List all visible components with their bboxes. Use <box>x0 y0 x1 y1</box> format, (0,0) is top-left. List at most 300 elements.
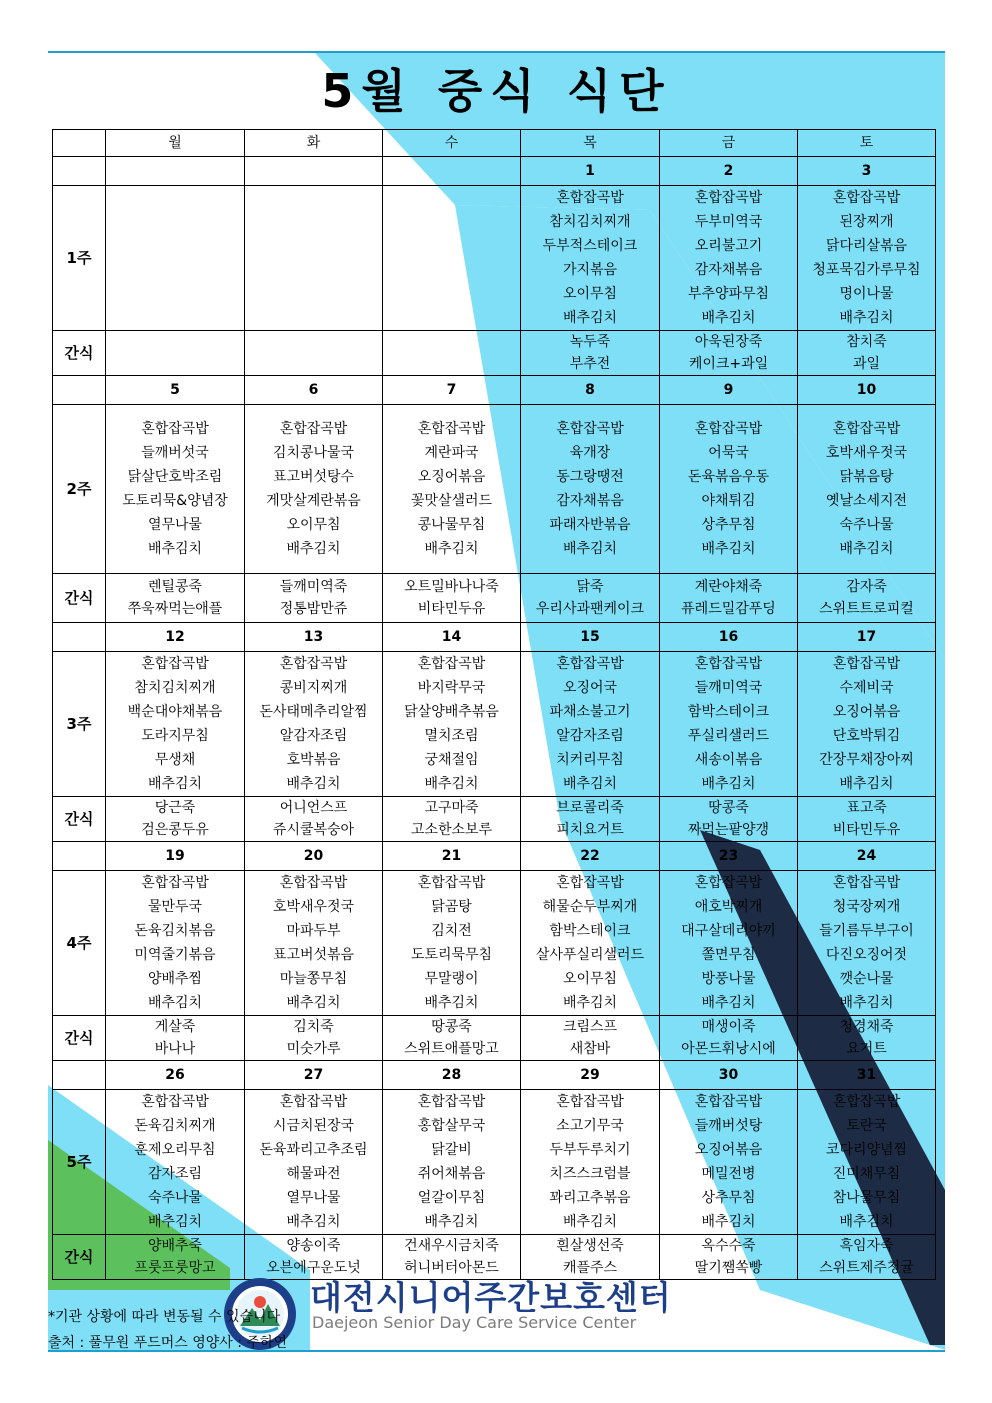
meal-item: 함박스테이크 <box>687 704 770 720</box>
meal-item: 도토리묵무침 <box>410 947 493 963</box>
week-label: 4주 <box>53 871 106 1016</box>
meal-cell <box>798 405 936 574</box>
meal-item: 표고버섯볶음 <box>272 947 355 963</box>
meal-item: 다진오징어젓 <box>825 947 908 963</box>
meal-item: 훈제오리무침 <box>134 1142 216 1158</box>
date-cell: 31 <box>798 1061 936 1090</box>
meal-item: 혼합잡곡밥 <box>694 656 763 672</box>
meal-item: 깻순나물 <box>839 971 894 987</box>
snack-item: 캐플주스 <box>562 1260 618 1276</box>
meal-item: 도라지무침 <box>141 728 209 744</box>
date-cell: 21 <box>383 842 521 871</box>
snack-label: 간식 <box>53 797 106 842</box>
meal-item: 배추김치 <box>424 1214 479 1230</box>
snack-cell <box>521 331 660 376</box>
meal-cell <box>383 871 521 1016</box>
snack-row <box>53 1016 936 1061</box>
meal-cell <box>245 871 383 1016</box>
meal-item: 배추김치 <box>839 310 894 326</box>
snack-item: 과일 <box>852 356 881 372</box>
meal-item: 돈육꽈리고추조림 <box>259 1142 368 1158</box>
meal-item: 오징어국 <box>562 680 618 696</box>
meal-cell <box>106 186 245 331</box>
date-cell: 28 <box>383 1061 521 1090</box>
meal-item: 배추김치 <box>701 776 756 792</box>
meal-item: 양배추찜 <box>147 971 203 987</box>
meal-item: 혼합잡곡밥 <box>694 1094 763 1110</box>
snack-item: 청경채죽 <box>839 1019 894 1035</box>
top-rule <box>48 51 945 53</box>
meal-schedule-body <box>53 130 936 1280</box>
meal-item: 배추김치 <box>147 541 203 557</box>
meal-item: 혼합잡곡밥 <box>694 421 763 437</box>
date-cell: 22 <box>521 842 660 871</box>
page-title: 5월 중식 식단 <box>321 64 672 118</box>
date-cell: 9 <box>660 376 798 405</box>
snack-cell <box>106 797 245 842</box>
snack-cell <box>106 1235 245 1280</box>
date-cell: 10 <box>798 376 936 405</box>
meal-item: 배추김치 <box>424 995 479 1011</box>
date-cell: 2 <box>660 157 798 186</box>
snack-item: 김치죽 <box>293 1019 334 1035</box>
meal-item: 배추김치 <box>839 541 894 557</box>
meal-row <box>53 871 936 1016</box>
meal-item: 배추김치 <box>147 776 203 792</box>
date-cell: 1 <box>521 157 660 186</box>
snack-label: 간식 <box>53 1016 106 1061</box>
weekday-header-row <box>53 130 936 157</box>
date-cell: 17 <box>798 623 936 652</box>
snack-item: 쥬시쿨복숭아 <box>272 822 355 838</box>
weekday-header-mon: 월 <box>106 130 245 157</box>
meal-item: 혼합잡곡밥 <box>279 1094 348 1110</box>
snack-item: 양배추죽 <box>147 1238 203 1254</box>
date-cell <box>383 157 521 186</box>
meal-item: 배추김치 <box>286 776 341 792</box>
meal-item: 얼갈이무침 <box>417 1190 486 1206</box>
meal-item: 배추김치 <box>562 310 618 326</box>
snack-item: 비타민두유 <box>417 601 486 617</box>
snack-label: 간식 <box>53 1235 106 1280</box>
meal-row <box>53 405 936 574</box>
meal-item: 홍합살무국 <box>417 1118 486 1134</box>
meal-item: 오징어볶음 <box>694 1142 763 1158</box>
snack-cell <box>245 574 383 623</box>
date-cell: 15 <box>521 623 660 652</box>
snack-item: 감자죽 <box>846 579 887 595</box>
meal-item: 김치콩나물국 <box>272 445 355 461</box>
header-corner-cell <box>53 130 106 157</box>
snack-item: 표고죽 <box>846 800 887 816</box>
meal-item: 혼합잡곡밥 <box>417 1094 486 1110</box>
snack-row <box>53 331 936 376</box>
meal-cell <box>383 405 521 574</box>
meal-item: 수제비국 <box>839 680 894 696</box>
snack-item: 닭죽 <box>576 579 604 595</box>
date-cell: 8 <box>521 376 660 405</box>
meal-item: 오이무침 <box>562 971 618 987</box>
snack-item: 녹두죽 <box>569 334 611 350</box>
meal-item: 콩나물무침 <box>417 517 486 533</box>
meal-item: 닭볶음탕 <box>839 469 894 485</box>
meal-cell <box>521 871 660 1016</box>
meal-cell <box>383 652 521 797</box>
meal-item: 미역줄기볶음 <box>134 947 216 963</box>
meal-item: 시금치된장국 <box>272 1118 355 1134</box>
meal-item: 진미채무침 <box>832 1166 901 1182</box>
snack-item: 부추전 <box>569 356 611 372</box>
meal-cell <box>245 652 383 797</box>
meal-cell <box>660 405 798 574</box>
snack-cell <box>660 797 798 842</box>
meal-item: 참나물무침 <box>832 1190 901 1206</box>
meal-item: 오이무침 <box>562 286 618 302</box>
snack-item: 검은콩두유 <box>141 822 209 838</box>
snack-cell <box>245 1016 383 1061</box>
snack-cell <box>245 797 383 842</box>
snack-item: 프룻프룻망고 <box>134 1260 216 1276</box>
meal-cell <box>798 1090 936 1235</box>
meal-item: 상추무침 <box>701 1190 756 1206</box>
meal-item: 돈육김치찌개 <box>134 1118 216 1134</box>
meal-item: 알감자조림 <box>279 728 348 744</box>
meal-item: 새송이볶음 <box>694 752 763 768</box>
snack-item: 옥수수죽 <box>701 1238 756 1254</box>
meal-item: 호박볶음 <box>286 752 341 768</box>
meal-item: 닭갈비 <box>431 1142 472 1158</box>
date-cell: 27 <box>245 1061 383 1090</box>
meal-item: 배추김치 <box>147 1214 203 1230</box>
date-row <box>53 1061 936 1090</box>
snack-item: 미숫가루 <box>286 1041 341 1057</box>
meal-cell <box>798 652 936 797</box>
meal-item: 마늘쫑무침 <box>279 971 348 987</box>
snack-cell <box>521 797 660 842</box>
meal-item: 두부두루치기 <box>549 1142 631 1158</box>
meal-item: 배추김치 <box>839 1214 894 1230</box>
snack-cell <box>798 797 936 842</box>
meal-item: 상추무침 <box>701 517 756 533</box>
meal-item: 혼합잡곡밥 <box>832 421 901 437</box>
meal-item: 쫄면무침 <box>701 947 756 963</box>
snack-item: 게살죽 <box>154 1019 196 1035</box>
meal-item: 닭살양배추볶음 <box>404 704 499 720</box>
meal-cell <box>660 1090 798 1235</box>
snack-cell <box>798 331 936 376</box>
meal-item: 치커리무침 <box>556 752 624 768</box>
date-cell: 7 <box>383 376 521 405</box>
snack-item: 스위트트로피컬 <box>819 601 914 617</box>
snack-cell <box>383 1016 521 1061</box>
snack-item: 고구마죽 <box>424 800 479 816</box>
snack-item: 요거트 <box>846 1041 887 1057</box>
meal-item: 혼합잡곡밥 <box>694 190 763 206</box>
meal-item: 소고기무국 <box>556 1118 624 1134</box>
meal-item: 배추김치 <box>562 541 618 557</box>
date-cell <box>245 157 383 186</box>
snack-item: 참치죽 <box>846 334 887 350</box>
snack-cell <box>521 1016 660 1061</box>
snack-item: 오븐에구운도넛 <box>266 1260 361 1276</box>
meal-item: 오징어볶음 <box>417 469 486 485</box>
meal-item: 단호박튀김 <box>832 728 901 744</box>
meal-item: 혼합잡곡밥 <box>832 656 901 672</box>
meal-item: 닭다리살볶음 <box>825 238 908 254</box>
date-row <box>53 623 936 652</box>
meal-cell <box>521 186 660 331</box>
meal-item: 배추김치 <box>839 995 894 1011</box>
meal-item: 동그랑땡전 <box>556 469 624 485</box>
meal-item: 파채소불고기 <box>549 704 631 720</box>
meal-item: 마파두부 <box>286 923 341 939</box>
meal-item: 어묵국 <box>708 445 749 461</box>
meal-item: 배추김치 <box>701 541 756 557</box>
snack-item: 아몬드휘낭시에 <box>681 1041 776 1057</box>
snack-cell <box>106 1016 245 1061</box>
snack-label: 간식 <box>53 574 106 623</box>
meal-item: 된장찌개 <box>839 214 894 230</box>
meal-item: 감자채볶음 <box>694 262 763 278</box>
meal-cell <box>660 186 798 331</box>
snack-item: 렌틸콩죽 <box>147 579 203 595</box>
meal-cell <box>521 652 660 797</box>
date-cell: 13 <box>245 623 383 652</box>
snack-item: 양송이죽 <box>286 1238 341 1254</box>
meal-item: 호박새우젓국 <box>825 445 908 461</box>
meal-item: 혼합잡곡밥 <box>556 190 624 206</box>
week-label: 2주 <box>53 405 106 574</box>
snack-item: 들깨미역죽 <box>279 579 348 595</box>
date-row-label-cell <box>53 623 106 652</box>
meal-item: 궁채절임 <box>424 752 479 768</box>
meal-item: 혼합잡곡밥 <box>141 875 209 891</box>
meal-item: 들깨버섯국 <box>141 445 209 461</box>
snack-cell <box>106 331 245 376</box>
meal-item: 해물순두부찌개 <box>542 899 638 915</box>
snack-item: 짜먹는팥양갱 <box>687 822 770 838</box>
snack-label: 간식 <box>53 331 106 376</box>
meal-item: 멸치조림 <box>424 728 479 744</box>
meal-item: 가지볶음 <box>562 262 618 278</box>
meal-item: 배추김치 <box>562 776 618 792</box>
meal-item: 호박새우젓국 <box>272 899 355 915</box>
weekday-header-wed: 수 <box>383 130 521 157</box>
meal-item: 들기름두부구이 <box>819 923 914 939</box>
meal-item: 돈육볶음우동 <box>687 469 770 485</box>
meal-cell <box>798 871 936 1016</box>
meal-item: 부추양파무침 <box>687 286 770 302</box>
weekday-header-fri: 금 <box>660 130 798 157</box>
meal-item: 배추김치 <box>424 776 479 792</box>
meal-item: 혼합잡곡밥 <box>694 875 763 891</box>
snack-item: 흰살생선죽 <box>556 1238 624 1254</box>
snack-cell <box>660 331 798 376</box>
snack-item: 우리사과팬케이크 <box>535 601 645 617</box>
date-cell: 26 <box>106 1061 245 1090</box>
meal-row <box>53 186 936 331</box>
snack-item: 정통밤만쥬 <box>279 601 348 617</box>
meal-item: 육개장 <box>569 445 611 461</box>
meal-item: 코다리양념찜 <box>825 1142 908 1158</box>
snack-item: 퓨레드밀감푸딩 <box>681 601 776 617</box>
date-cell: 29 <box>521 1061 660 1090</box>
snack-item: 스위트제주청귤 <box>819 1260 914 1276</box>
date-row <box>53 157 936 186</box>
snack-item: 쭈욱짜먹는애플 <box>127 601 223 617</box>
snack-item: 피치요거트 <box>556 822 624 838</box>
meal-item: 배추김치 <box>147 995 203 1011</box>
date-cell: 23 <box>660 842 798 871</box>
meal-item: 간장무채장아찌 <box>819 752 914 768</box>
meal-item: 배추김치 <box>286 995 341 1011</box>
meal-item: 감자채볶음 <box>556 493 624 509</box>
meal-item: 푸실리샐러드 <box>687 728 770 744</box>
snack-item: 어니언스프 <box>279 800 348 816</box>
meal-item: 혼합잡곡밥 <box>417 656 486 672</box>
snack-cell <box>660 574 798 623</box>
date-cell: 20 <box>245 842 383 871</box>
meal-cell <box>245 186 383 331</box>
meal-item: 혼합잡곡밥 <box>141 421 209 437</box>
snack-item: 당근죽 <box>154 800 196 816</box>
snack-item: 새참바 <box>569 1041 611 1057</box>
meal-item: 감자조림 <box>147 1166 203 1182</box>
snack-item: 계란야채죽 <box>694 579 763 595</box>
meal-cell <box>383 1090 521 1235</box>
week-label: 5주 <box>53 1090 106 1235</box>
date-row-label-cell <box>53 157 106 186</box>
meal-cell <box>106 871 245 1016</box>
snack-cell <box>660 1235 798 1280</box>
meal-cell <box>383 186 521 331</box>
meal-item: 도토리묵&양념장 <box>122 493 228 509</box>
date-cell: 16 <box>660 623 798 652</box>
weekday-header-tue: 화 <box>245 130 383 157</box>
meal-item: 오이무침 <box>286 517 341 533</box>
change-notice: *기관 상황에 따라 변동될 수 있습니다 <box>48 1309 281 1325</box>
meal-item: 두부미역국 <box>694 214 763 230</box>
meal-item: 물만두국 <box>147 899 203 915</box>
snack-item: 매생이죽 <box>701 1019 756 1035</box>
snack-cell <box>245 331 383 376</box>
meal-cell <box>106 1090 245 1235</box>
meal-item: 김치전 <box>431 923 472 939</box>
date-cell: 12 <box>106 623 245 652</box>
meal-item: 오징어볶음 <box>832 704 901 720</box>
snack-cell <box>798 1016 936 1061</box>
meal-item: 방풍나물 <box>701 971 756 987</box>
snack-item: 바나나 <box>154 1041 196 1057</box>
meal-item: 혼합잡곡밥 <box>556 875 624 891</box>
weekday-header-sat: 토 <box>798 130 936 157</box>
meal-cell <box>245 405 383 574</box>
date-row-label-cell <box>53 842 106 871</box>
meal-row <box>53 652 936 797</box>
weekday-header-thu: 목 <box>521 130 660 157</box>
meal-item: 대구살데리야끼 <box>681 923 776 939</box>
snack-cell <box>798 574 936 623</box>
meal-item: 토란국 <box>846 1118 887 1134</box>
meal-item: 알감자조림 <box>556 728 624 744</box>
meal-item: 두부적스테이크 <box>542 238 638 254</box>
meal-item: 배추김치 <box>286 541 341 557</box>
meal-item: 혼합잡곡밥 <box>417 875 486 891</box>
date-cell: 6 <box>245 376 383 405</box>
date-cell: 14 <box>383 623 521 652</box>
date-cell: 5 <box>106 376 245 405</box>
meal-item: 메밀전병 <box>701 1166 756 1182</box>
snack-cell <box>521 574 660 623</box>
meal-item: 돈사태메추리알찜 <box>259 704 368 720</box>
date-row <box>53 842 936 871</box>
meal-item: 쥐어채볶음 <box>417 1166 486 1182</box>
meal-item: 혼합잡곡밥 <box>556 1094 624 1110</box>
snack-item: 케이크+과일 <box>688 356 769 372</box>
meal-item: 혼합잡곡밥 <box>556 421 624 437</box>
meal-item: 청포묵김가루무침 <box>812 262 921 278</box>
meal-item: 함박스테이크 <box>549 923 631 939</box>
organization-name-english: Daejeon Senior Day Care Service Center <box>312 1313 637 1332</box>
meal-item: 무생채 <box>154 752 196 768</box>
meal-item: 숙주나물 <box>839 517 894 533</box>
meal-item: 혼합잡곡밥 <box>141 656 209 672</box>
meal-cell <box>660 871 798 1016</box>
meal-item: 오리불고기 <box>694 238 763 254</box>
meal-item: 해물파전 <box>286 1166 341 1182</box>
meal-item: 배추김치 <box>701 310 756 326</box>
organization-name-korean: 대전시니어주간보호센터 <box>310 1278 672 1317</box>
source-and-dietitian: 출처 : 풀무원 푸드머스 영양사 : 주하연 <box>48 1335 287 1351</box>
meal-item: 야채튀김 <box>701 493 756 509</box>
snack-item: 딸기쨈쏙빵 <box>694 1260 763 1276</box>
meal-item: 파래자반볶음 <box>549 517 631 533</box>
snack-row <box>53 574 936 623</box>
meal-item: 혼합잡곡밥 <box>832 875 901 891</box>
meal-item: 꽈리고추볶음 <box>549 1190 631 1206</box>
meal-item: 혼합잡곡밥 <box>417 421 486 437</box>
meal-item: 치즈스크럼블 <box>549 1166 631 1182</box>
meal-cell <box>106 405 245 574</box>
date-cell <box>106 157 245 186</box>
snack-cell <box>383 574 521 623</box>
meal-item: 게맛살계란볶음 <box>266 493 361 509</box>
date-row-label-cell <box>53 376 106 405</box>
snack-item: 땅콩죽 <box>708 800 749 816</box>
meal-item: 혼합잡곡밥 <box>141 1094 209 1110</box>
meal-item: 계란파국 <box>424 445 479 461</box>
date-cell: 24 <box>798 842 936 871</box>
date-cell: 3 <box>798 157 936 186</box>
meal-item: 혼합잡곡밥 <box>832 1094 901 1110</box>
meal-cell <box>245 1090 383 1235</box>
meal-item: 들깨미역국 <box>694 680 763 696</box>
meal-item: 바지락무국 <box>417 680 486 696</box>
meal-item: 배추김치 <box>562 995 618 1011</box>
meal-item: 배추김치 <box>839 776 894 792</box>
snack-item: 아욱된장죽 <box>694 334 763 350</box>
meal-item: 청국장찌개 <box>832 899 901 915</box>
meal-item: 닭살단호박조림 <box>127 469 223 485</box>
meal-item: 혼합잡곡밥 <box>832 190 901 206</box>
meal-item: 혼합잡곡밥 <box>279 421 348 437</box>
meal-item: 배추김치 <box>424 541 479 557</box>
snack-cell <box>798 1235 936 1280</box>
meal-item: 배추김치 <box>701 995 756 1011</box>
meal-item: 배추김치 <box>562 1214 618 1230</box>
date-cell: 19 <box>106 842 245 871</box>
meal-cell <box>660 652 798 797</box>
